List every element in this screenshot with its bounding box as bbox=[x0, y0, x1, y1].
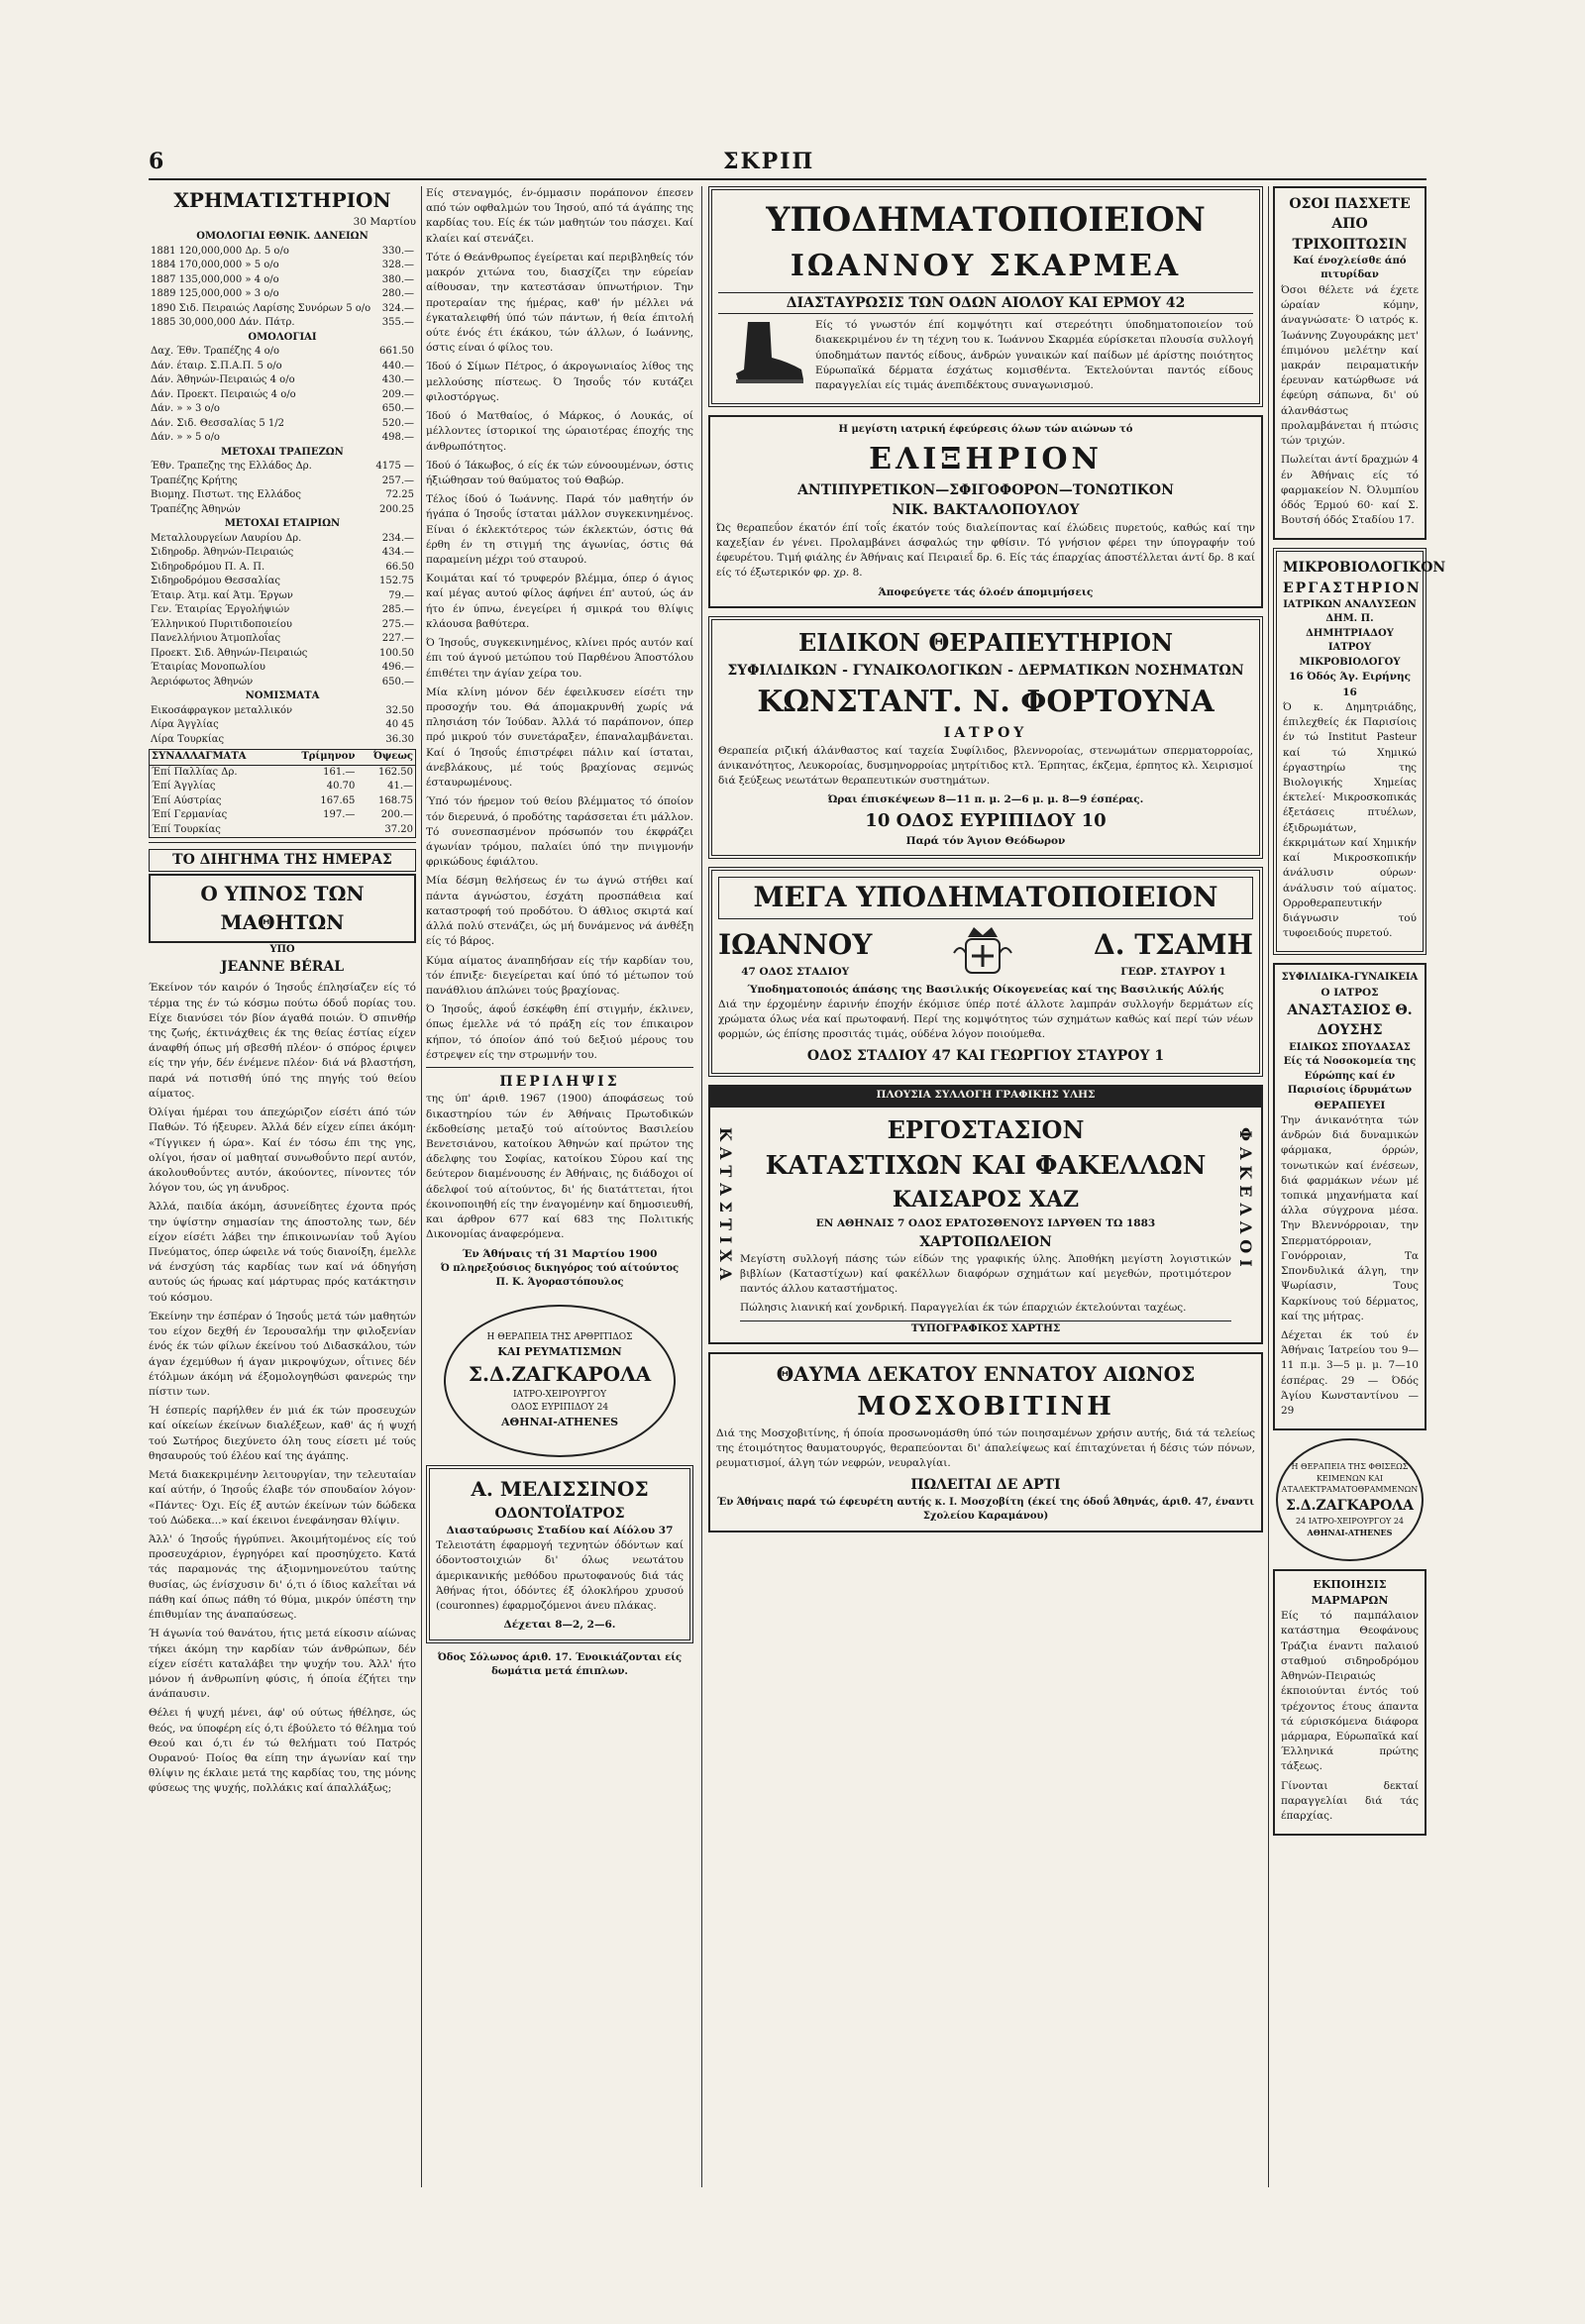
seal-name: Σ.Δ.ΖΑΓΚΑΡΟΛΑ bbox=[1285, 1497, 1414, 1514]
story-paragraph: Ή άγωνία τού θανάτου, ήτις μετά είκοσιν αίώνας τήκει άκόμη την καρδίαν τών άνθρώπων, δέν είχεν είσέτι καταλάβει την ψυχήν του. Άλλ' ήτο μόνον ή άνθρωπίνη φύσις, ή όποία έζήτει την άνάπαυσιν. bbox=[149, 1628, 416, 1701]
table-row: Σιδηροδρόμου Θεσσαλίας 152.75 bbox=[151, 576, 414, 587]
lab-text: Ό κ. Δημητριάδης, έπιλεχθείς έκ Παρισίοις έν τώ Institut Pasteur καί τώ Χημικώ έργαστηρίω της Βιολογικής Χημείας έκτελεί· Μικροσκοπικάς έξετάσεις πτυέλων, έξιδρωμάτων, έκκριμάτων καί Χημικήν καί Μικροσκοπικήν άνάλυσιν ούρων· άνάλυσιν τού αίματος. Ορροθεραπευτικήν διάγνωσιν τού τυφοειδούς πυρετού. bbox=[1283, 700, 1417, 940]
table-row: Τραπέζης Άθηνών 200.25 bbox=[151, 503, 414, 515]
table-row: Γεν. Έταιρίας Έργολήψιών 285.— bbox=[151, 604, 414, 616]
page-header bbox=[149, 149, 1426, 180]
table-row: 1884 170,000,000 » 5 ο/ο 328.— bbox=[151, 260, 414, 271]
seal-line1: 24 ΙΑΤΡΟ-ΧΕΙΡΟΥΡΓΟΥ 24 bbox=[1295, 1517, 1405, 1527]
story-paragraph: Τέλος ίδού ό Ίωάννης. Παρά τόν μαθητήν όν ήγάπα ό Ίησοΰς ίσταται μάλλον συγκεκινημένος. Είναι ό έκλεκτότερος τών έκλεκτών, όστις θά έρθη έν τη στιγμή της άγωνίας, όστις θά παραμείνη μέχρι τού σταυρού. bbox=[426, 493, 693, 567]
lab-role: ΙΑΤΡΟΥ ΜΙΚΡΟΒΙΟΛΟΓΟΥ bbox=[1299, 642, 1401, 668]
story-paragraph: Μία κλίνη μόνον δέν έφειλκυσεν είσέτι την προσοχήν του. Θά άπομακρυνθή χωρίς νά πλησιάση τόν Ίούδαν. Άλλά τό παράπονον, όπερ πρό μικρού τόν συνετάραξεν, έπαναλαμβάνεται. Καί ό Ίησοΰς έπιστρέφει πάλιν καί ίσταται, άνεβλάκους, μέ τούς βραχίονας σεμνώς έσταυρωμένους. bbox=[426, 686, 693, 790]
story-paragraph: Είς στεναγμός, έν-όμμασιν ποράπονον έπεσεν από τών οφθαλμών του Ίησού, από τά άγάπης της καρδίας του. Είς έκ τών μαθητών του πάσχει. Καί κλαίει καί στενάζει. bbox=[426, 187, 693, 245]
story-paragraph: Τότε ό Θεάνθρωπος έγείρεται καί περιβληθείς τόν μακρόν χιτώνα του, διασχίζει την εύρείαν αίθουσαν, την κατεστάσαν ύπνωτήριον. Την προτεραίαν της ήμέρας, καθ' ήν μέλλει νά έγκαταλειφθή ύπό τών πάντων, ή θεία έπιτολή ούτε ένός έτι έκάκου, τών άλλων, ό Ιωάννης, όστις είναι ό φίλος του. bbox=[426, 251, 693, 355]
elixir-kicker: Η μεγίστη ιατρική έφεύρεσις όλων τών αιώνων τό bbox=[838, 424, 1133, 436]
lab-doctor: ΔΗΜ. Π. ΔΗΜΗΤΡΙΑΔΟΥ bbox=[1306, 613, 1394, 639]
paper-title1: ΕΡΓΟΣΤΑΣΙΟΝ bbox=[887, 1114, 1085, 1144]
ad-marble bbox=[1273, 1569, 1426, 1836]
story-paragraph: Ύπό τόν ήρεμον τού θείου βλέμματος τό όποίον τόν διερευνά, ό προδότης ταράσσεται έτι μάλλον. Τό συνεσπασμένον πρόσωπόν του έκφράζει άγωνίαν τρόμου, παλαίει ύπό την πνιγμονήν φρικώδους έφιάλτου. bbox=[426, 795, 693, 869]
story-paragraph: Κοιμάται καί τό τρυφερόν βλέμμα, όπερ ό άγιος καί μέγας αυτού φίλος άφήνει έπ' αυτού, ώς άν ήτο έν ύπνω, ένεγείρει ή σμικρά του θλίψις κλάουσα βαθύτερα. bbox=[426, 573, 693, 630]
shoes1-owner: ΙΩΑΝΝΟΥ ΣΚΑΡΜΕΑ bbox=[790, 249, 1182, 284]
doctor-place: Είς τά Νοσοκομεία της Εύρώπης καί έν Παρισίοις ίδρυμάτων bbox=[1283, 1056, 1417, 1097]
table-row: Δάν. Άθηνών-Πειραιώς 4 ο/ο 430.— bbox=[151, 374, 414, 386]
hair-price: Πωλείται άντί δραχμών 4 έν Άθήναις είς τό φαρμακείον Ν. Όλυμπίου όδός Έρμού 60· καί Σ. Βουτσή όδός Σταδίου 17. bbox=[1281, 454, 1419, 527]
doctor-role: Ο ΙΑΤΡΟΣ bbox=[1321, 986, 1379, 999]
lab-title1: ΜΙΚΡΟΒΙΟΛΟΓΙΚΟΝ bbox=[1283, 560, 1446, 577]
story-paragraph: Άλλά, παιδία άκόμη, άσυνείδητες έχοντα πρός την ύψίστην σημασίαν της άποστολης των, δέν είχον είσέτι λάβει την έπικοινωνίαν τοΰ Άγίου Πνεύματος, όπερ ώφειλε νά τούς διανοίξη, έμελλε νά ένσχύση τάς καρδίας των καί νά όδηγήση αυτούς ώς ήρωας καί μάρτυρας πρός κατάκτησιν τού κόσμου. bbox=[149, 1201, 416, 1304]
column-small-ads bbox=[1273, 186, 1446, 2207]
coins-heading: ΝΟΜΙΣΜΑΤΑ bbox=[245, 690, 320, 702]
paper-address: ΕΝ ΑΘΗΝΑΙΣ 7 ΟΔΟΣ ΕΡΑΤΟΣΘΕΝΟΥΣ ΙΔΡΥΘΕΝ ΤΩ 1883 bbox=[815, 1217, 1156, 1230]
story-paragraph: Θέλει ή ψυχή μένει, άφ' ού ούτως ήθέλησε, ώς θεός, να ύποφέρη είς ό,τι έβούλετο τό θέλημα τού Θεού και ό,τι έν τώ θελήματι τού Πατρός Ουρανού· Ποίος θα είπη την άγωνίαν καί την θλίψιν ης έκλαιε μετά της καρδίας του, της μόνης φύσεως της ψυχής, πολλάκις καί άπαλλάξως; bbox=[149, 1707, 416, 1795]
ad-shoes-skarmea bbox=[708, 186, 1263, 407]
paper-title2: ΚΑΤΑΣΤΙΧΩΝ ΚΑΙ ΦΑΚΕΛΛΩΝ bbox=[765, 1150, 1207, 1181]
moscho-banner: ΠΩΛΕΙΤΑΙ ΔΕ ΑΡΤΙ bbox=[910, 1477, 1061, 1494]
clinic-role: ΙΑΤΡΟΥ bbox=[943, 725, 1028, 742]
table-row: Δάν. Προεκτ. Πειραιώς 4 ο/ο 209.— bbox=[151, 388, 414, 400]
table-row: Δάν. Σιδ. Θεσσαλίας 5 1/2 520.— bbox=[151, 417, 414, 429]
masthead: ΣΚΡΙΠ bbox=[723, 149, 815, 174]
doctor-address: Δέχεται έκ τού έν Άθήναις Ίατρείου του 9—11 π.μ. 3—5 μ. μ. 7—10 έσπέρας. 29 — Όδός Άγίου Κωνσταντίνου — 29 bbox=[1281, 1329, 1419, 1418]
table-row: 1885 30,000,000 Δάν. Πάτρ. 355.— bbox=[151, 317, 414, 329]
dentist-title: ΟΔΟΝΤΟΪΑΤΡΟΣ bbox=[494, 1505, 625, 1522]
paper-bottom: ΤΥΠΟΓΡΑΦΙΚΟΣ ΧΑΡΤΗΣ bbox=[740, 1320, 1231, 1336]
dentist-text: Τελειοτάτη έφαρμογή τεχνητών όδόντων καί όδοντοστοιχιών δι' όλως νεωτάτου άμερικανικής μεθόδου πρωτοφανούς διά τάς Άθήνας ήτοι, όδόντες έξ όλοκλήρου χρυσού (couronnes) έφαρμοζόμενοι άνευ πλάκας. bbox=[436, 1539, 684, 1613]
clinic-hours: Ώραι έπισκέψεων 8—11 π. μ. 2—6 μ. μ. 8—9 έσπέρας. bbox=[827, 793, 1144, 806]
table-row: 1890 Σιδ. Πειραιώς Λαρίσης Συνόρων 5 ο/ο 324.— bbox=[151, 302, 414, 314]
banks-table bbox=[149, 460, 416, 517]
column-story-continued bbox=[426, 186, 693, 2207]
table-row: Έλληνικού Πυριτιδοποιείου 275.— bbox=[151, 618, 414, 630]
table-row: Έπί Αύστρίας 167.65 168.75 bbox=[152, 794, 413, 806]
table-row: Έταιρ. Άτμ. καί Άτμ. Έργων 79.— bbox=[151, 589, 414, 601]
dentist-name: Α. ΜΕΛΙΣΣΙΝΟΣ bbox=[471, 1476, 649, 1501]
table-row: Λίρα Άγγλίας 40 45 bbox=[151, 719, 414, 731]
table-row: Άεριόφωτος Άθηνών 650.— bbox=[151, 676, 414, 687]
market-date: 30 Μαρτίου bbox=[353, 216, 416, 228]
paper-banner: ΠΛΟΥΣΙΑ ΣΥΛΛΟΓΗ ΓΡΑΦΙΚΗΣ ΥΛΗΣ bbox=[708, 1085, 1263, 1106]
paper-retail: Πώλησις λιανική καί χονδρική. Παραγγελίαι έκ τών έπαρχιών έκτελούνται ταχέως. bbox=[740, 1302, 1187, 1315]
table-row: Μεταλλουργείων Λαυρίου Δρ. 234.— bbox=[151, 532, 414, 544]
story-author: JEANNE BÉRAL bbox=[220, 959, 345, 976]
ad-hair-loss bbox=[1273, 186, 1426, 540]
moscho-title: ΘΑΥΜΑ ΔΕΚΑΤΟΥ ΕΝΝΑΤΟΥ ΑΙΩΝΟΣ bbox=[776, 1361, 1196, 1386]
pharmacy-seal-phthisis bbox=[1276, 1438, 1424, 1561]
shoes2-footer: ΟΔΟΣ ΣΤΑΔΙΟΥ 47 ΚΑΙ ΓΕΩΡΓΙΟΥ ΣΤΑΥΡΟΥ 1 bbox=[806, 1048, 1165, 1065]
table-row: Έπί Άγγλίας 40.70 41.— bbox=[152, 781, 413, 792]
table-row: 1881 120,000,000 Δρ. 5 ο/ο 330.— bbox=[151, 245, 414, 257]
table-row: Σιδηροδρόμου Π. Α. Π. 66.50 bbox=[151, 561, 414, 573]
table-row: Δάν. έταιρ. Σ.Π.Α.Π. 5 ο/ο 440.— bbox=[151, 360, 414, 371]
hair-title2: ΑΠΟ ΤΡΙΧΟΠΤΩΣΙΝ bbox=[1292, 216, 1408, 253]
page-number: 6 bbox=[149, 149, 164, 174]
elixir-text: Ώς θεραπεΰον έκατόν έπί τοΐς έκατόν τούς διαλείποντας καί έλώδεις πυρετούς, καθώς καί την καχεξίαν έν γένει. Προλαμβάνει άσφαλώς την φθίσιν. Τό γνήσιον φέρει την ύπογραφήν τού έφευρέτου. Τιμή φιάλης έν Άθήναις καί Πειραιεΐ δρ. 6. Είς τάς έπαρχίας άποστέλλεται άντί δρ. 8 καί είς τό έξωτερικόν φρ. χρ. 8. bbox=[716, 521, 1255, 580]
doctor-treats: ΘΕΡΑΠΕΥΕΙ bbox=[1314, 1099, 1386, 1111]
doctor-name: ΑΝΑΣΤΑΣΙΟΣ Θ. ΔΟΥΣΗΣ bbox=[1287, 1003, 1413, 1039]
table-row: Δαχ. Έθν. Τραπέζης 4 ο/ο 661.50 bbox=[151, 346, 414, 358]
ad-lab bbox=[1273, 548, 1446, 955]
hair-title1: ΟΣΟΙ ΠΑΣΧΕΤΕ bbox=[1289, 196, 1411, 212]
doctor-text: Την άνικανότητα τών άνδρών διά δυναμικών φάρμακα, όρρών, τονωτικών καί ένέσεων, διά φαρμάκων νέων μέ τοπικά μηχανήματα καί άλλα σύγχρονα μέσα. Την Βλεννόρροιαν, την Σπερματόρροιαν, Γονόρροιαν, Τα Σπονδυλικά άλγη, την Ψωρίασιν, Τους Καρκίνους τού δέρματος, καί της μήτρας. bbox=[1281, 1113, 1419, 1322]
coins-table bbox=[149, 704, 416, 748]
seal-ring-mid: ΚΑΙ ΡΕΥΜΑΤΙΣΜΩΝ bbox=[497, 1344, 622, 1358]
shoes2-address-left: 47 ΟΔΟΣ ΣΤΑΔΙΟΥ bbox=[741, 966, 850, 979]
story-paragraph: Ή έσπερίς παρήλθεν έν μιά έκ τών προσευχών καί οίκείων έκείνων διαλέξεων, καθ' άς ή ψυχή τού Σωτήρος διεχύνετο όλη τους είσετι μέ τούς θησαυρούς τού έλέου καί της άγάπης. bbox=[149, 1405, 416, 1462]
loans-table bbox=[149, 245, 416, 331]
ad-shoes-tsami bbox=[708, 867, 1263, 1077]
clinic-sub: ΣΥΦΙΛΙΔΙΚΩΝ - ΓΥΝΑΙΚΟΛΟΓΙΚΩΝ - ΔΕΡΜΑΤΙΚΩΝ ΝΟΣΗΜΑΤΩΝ bbox=[727, 662, 1244, 679]
story-paragraph: Έκείνην την έσπέραν ό Ίησοΰς μετά τών μαθητών του είχον δεχθή έν Ίερουσαλήμ την φιλοξενίαν ένός έκ τών φίλων έκείνου τού Διδασκάλου, τών άγαν έχεμύθων ή άγαν μικροψύχων, οΐτινες δέν έτόλμων άκόμη νά έξομολογηθώσι φανερώς την πίστιν των. bbox=[149, 1310, 416, 1398]
table-row: Σιδηροδρ. Άθηνών-Πειραιώς 434.— bbox=[151, 547, 414, 559]
story-paragraph: Ίδού ό Σίμων Πέτρος, ό άκρογωνιαίος λίθος της μελλούσης πίστεως. Ό Ίησοΰς τόν κυτάζει φιλοστόργως. bbox=[426, 361, 693, 403]
table-row: Τραπέζης Κρήτης 257.— bbox=[151, 475, 414, 486]
ad-elixir bbox=[708, 415, 1263, 608]
clinic-address: 10 ΟΔΟΣ ΕΥΡΙΠΙΔΟΥ 10 bbox=[865, 809, 1107, 831]
story-paragraph: Έκείνον τόν καιρόν ό Ίησοΰς έπλησίαζεν είς τό τέρμα της έν τώ κόσμω πούτω όδοΰ πορίας του. Είχε διανύσει τόν βίον άγαθά ποιών. Ό σπινθήρ της ζωής, έκτινάχθεις έκ της θείας έστίας είχεν άναφθή όπως μή σβεσθή πλέον· ό σπόρος έριψεν είς την γήν, δέν ένέμενε πλέον· διά νά βλαστήση, παρά νά ποτισθή ύπό της πηγής τού θείου αίματος. bbox=[149, 982, 416, 1100]
ad-paper bbox=[708, 1106, 1263, 1344]
elixir-maker: ΝΙΚ. ΒΑΚΤΑΛΟΠΟΥΛΟΥ bbox=[892, 502, 1080, 519]
seal-ring-top: Η ΘΕΡΑΠΕΙΑ ΤΗΣ ΦΘΙΣΕΩΣ bbox=[1291, 1462, 1409, 1472]
fx-table bbox=[149, 749, 416, 838]
table-header: ΣΥΝΑΛΛΑΓΜΑΤΑ Τρίμηνον Όψεως bbox=[150, 750, 416, 766]
market-title: ΧΡΗΜΑΤΙΣΤΗΡΙΟΝ bbox=[173, 188, 391, 212]
story-by: ΥΠΟ bbox=[269, 943, 295, 955]
hair-text: Όσοι θέλετε νά έχετε ώραίαν κόμην, άναγνώσατε· Ό ιατρός κ. Ίωάννης Ζυγουράκης μετ' έπιμόνου μελέτην καί μακράν πειραματικήν έρευναν κατώρθωσε νά έφεύρη σάπωνα, δι' ού άλανθάστως προλαμβάνεται ή πτώσις τών τριχών. bbox=[1281, 283, 1419, 448]
seal-line1: ΙΑΤΡΟ-ΧΕΙΡΟΥΡΓΟΥ bbox=[512, 1389, 607, 1400]
seal-ring-top: Η ΘΕΡΑΠΕΙΑ ΤΗΣ ΑΡΘΡΙΤΙΔΟΣ bbox=[486, 1331, 633, 1342]
royal-crest-icon bbox=[948, 923, 1017, 983]
lab-address: 16 Όδός Άγ. Ειρήνης 16 bbox=[1288, 671, 1412, 698]
table-row: Δάν. » » 5 ο/ο 498.— bbox=[151, 432, 414, 444]
shoes2-address-right: ΓΕΩΡ. ΣΤΑΥΡΟΥ 1 bbox=[1120, 966, 1226, 979]
lab-title3: ΙΑΤΡΙΚΩΝ ΑΝΑΛΥΣΕΩΝ bbox=[1283, 598, 1417, 610]
notice-title: ΠΕΡΙΛΗΨΙΣ bbox=[499, 1074, 620, 1091]
bonds-table bbox=[149, 345, 416, 446]
story-paragraph: Κύμα αίματος άναπηδήσαν είς τήν καρδίαν του, τόν έπνιξε· διεγείρεται καί ύπό τό μέτωπον τού πανάθλιου άπλώνει τούς βραχίονας. bbox=[426, 954, 693, 997]
shoes2-owner-right: Δ. ΤΣΑΜΗ bbox=[1093, 927, 1253, 961]
loans-heading: ΟΜΟΛΟΓΙΑΙ ΕΘΝΙΚ. ΔΑΝΕΙΩΝ bbox=[196, 231, 369, 243]
doctor-kicker: ΣΥΦΙΛΙΔΙΚΑ-ΓΥΝΑΙΚΕΙΑ bbox=[1281, 972, 1419, 984]
ad-moschovitini bbox=[708, 1352, 1263, 1532]
elixir-footer: Άποφεύγετε τάς όλοέν άπομιμήσεις bbox=[878, 585, 1094, 598]
table-row: 1887 135,000,000 » 4 ο/ο 380.— bbox=[151, 273, 414, 285]
banks-heading: ΜΕΤΟΧΑΙ ΤΡΑΠΕΖΩΝ bbox=[221, 446, 344, 458]
moscho-name: ΜΟΣΧΟΒΙΤΙΝΗ bbox=[857, 1391, 1114, 1422]
seal-ring-mid: ΚΕΙΜΕΝΩΝ ΚΑΙ ΑΤΑΛΕΚΤΡΑΜΑΤΟΘΡΑΜΜΕΝΩΝ bbox=[1281, 1473, 1419, 1495]
story-paragraph: Ίδού ό Ίάκωβος, ό είς έκ τών εύνοουμένων, όστις ήξιώθησαν τού θαύματος τού Θαβώρ. bbox=[426, 459, 693, 486]
marble-title: ΕΚΠΟΙΗΣΙΣ ΜΑΡΜΑΡΩΝ bbox=[1311, 1578, 1389, 1608]
table-row: Έταιρίας Μονοπωλίου 496.— bbox=[151, 662, 414, 674]
clinic-title: ΕΙΔΙΚΟΝ ΘΕΡΑΠΕΥΤΗΡΙΟΝ bbox=[797, 627, 1174, 657]
notice-signer-name: Π. Κ. Άγοραστόπουλος bbox=[495, 1277, 624, 1289]
table-row: Έπί Τουρκίας 37.20 bbox=[152, 823, 413, 835]
boot-icon bbox=[718, 318, 807, 387]
story-kicker: ΤΟ ΔΙΗΓΗΜΑ ΤΗΣ ΗΜΕΡΑΣ bbox=[149, 849, 416, 871]
column-market-story bbox=[149, 186, 416, 2207]
hair-sub: Καί ένοχλείσθε άπό πιτυρίδαν bbox=[1293, 255, 1407, 281]
rooms-footer: Όδος Σόλωνος άριθ. 17. Ένοικιάζονται είς δωμάτια μετά έπιπλων. bbox=[437, 1651, 683, 1678]
table-row: Εικοσάφραγκον μεταλλικόν 32.50 bbox=[151, 704, 414, 716]
seal-city: ΑΘΗΝΑΙ-ATHENES bbox=[500, 1415, 619, 1428]
elixir-title: ΕΛΙΞΗΡΙΟΝ bbox=[869, 441, 1103, 476]
table-row: Λίρα Τουρκίας 36.30 bbox=[151, 733, 414, 745]
shoes2-text: Διά την έρχομένην έαρινήν έποχήν έκόμισε ύπέρ ποτέ άλλοτε λαμπράν συλλογήν δερμάτων είς χρώματα όλως νέα καί πρωτοφανή. Περί της κομψότητος τών σχημάτων καθώς καί περί τών νέων φορμών, ώς έπίσης προσιτάς τιμάς, ούδένα λόγον ποιούμεθα. bbox=[718, 998, 1253, 1041]
paper-text: Μεγίστη συλλογή πάσης τών είδών της γραφικής ύλης. Άποθήκη μεγίστη λογιστικών βιβλίων (Καταστίχων) καί φακέλλων διαφόρων σχημάτων καί μεγεθών, προτιμότερον παντός άλλου καταστήματος. bbox=[740, 1252, 1231, 1296]
notice-text: της ύπ' άριθ. 1967 (1900) άποφάσεως τού δικαστηρίου τών έν Άθήναις Πρωτοδικών έκδοθείσης μεταξύ τού αίτούντος Βασιλείου Βενετσιάνου, κατοίκου Άθηνών καί πρώτον της άδελφης του Σοφίας, κατοίκου Σύρου καί της δεύτερον διαμένουσης έν Άθήναις, ης διάδοχοι οί άδελφοί τού αίτούντος, δι' ής διατάττεται, ήτοι έκοινοποιηθή είς την έναγομένην καί δημοσιευθή, και άρθρον 677 καί 683 της Πολιτικής Δικονομίας άναφερόμενα. bbox=[426, 1093, 693, 1241]
shoes1-text: Είς τό γνωστόν έπί κομψότητι καί στερεότητι ύποδηματοποιείον τού διακεκριμένου έν τη τέχνη του κ. Ίωάννου Σκαρμέα εύρίσκεται πλουσία συλλογή ύποδημάτων παντός είδους, άνδρών γυναικών καί παίδων μέ άρίστης ποιότητος Εύρωπαϊκά δέρματα έσχάτως κομισθέντα. Έκτελούνται παντός είδους παραγγελίαι είς τιμάς άνεπιδέκτους συναγωνισμού. bbox=[815, 319, 1253, 391]
table-row: Προεκτ. Σιδ. Άθηνών-Πειραιώς 100.50 bbox=[151, 647, 414, 659]
paper-owner: ΚΑΙΣΑΡΟΣ ΧΑΖ bbox=[892, 1187, 1080, 1214]
story-paragraph: Όλίγαι ήμέραι του άπεχώριζον είσέτι άπό τών Παθών. Τό ήξευρεν. Άλλά δέν είχεν είπει άκόμη· «Τίγγικεν ή ώρα». Καί έν τόσω έπι της γης, ολίγοι, ήσαν οί μαθηταί συνωθοΰντο περί αυτόν, άκολουθοΰντες αυτόν, άκούοντες, πίνοντες τόν λόγον του, ώς γη άνυδρος. bbox=[149, 1107, 416, 1195]
pharmacy-seal-arthritis bbox=[444, 1305, 676, 1457]
story-paragraph: Ό Ίησοΰς, συγκεκινημένος, κλίνει πρός αυτόν καί έπι τού άγνού μετώπου τού Παρθένου Άποστόλου έπιθέτει την άγίαν χείρα του. bbox=[426, 637, 693, 680]
story-paragraph: Μία δέσμη θελήσεως έν τω άγνώ στήθει καί πάντα άγνώστου, έσχάτη προσπάθεια καί καταστροφή τού προδότου. Ό άθλιος σκιρτά καί άλλά πολύ στενάζει, ώς μή δυνάμενος νά άνθέξη είς τό βάρος. bbox=[426, 875, 693, 948]
moscho-where: Έν Άθήναις παρά τώ έφευρέτη αυτής κ. Ι. Μοσχοβίτη (έκεί της όδοΰ Άθηνάς, άριθ. 47, έναντι Σχολείου Καραμάνου) bbox=[716, 1496, 1255, 1523]
story-paragraph: Ό Ίησοΰς, άφοΰ έσκέφθη έπί στιγμήν, έκλινεν, όπως έμελλε νά τό πράξη είς τον έπικαιρον κήπον, τό όποίον άπό τού δεξιού μέρους του έστρεψεν είς την στρωμνήν του. bbox=[426, 1004, 693, 1061]
clinic-text: Θεραπεία ριζική άλάνθαστος καί ταχεία Συφίλιδος, βλεννοροίας, στενωμάτων σπερματορροίας, άνικανότητος, Λευκοροίας, δυσμηνορροίας μητρίτιδος κτλ. Έρπητας, έκζεμα, έρπητος κλ. Χειρισμοί διά ξεύξεως νεωτάτων θεραπευτικών συστημάτων. bbox=[718, 744, 1253, 788]
story-title: Ο ΥΠΝΟΣ ΤΩΝ ΜΑΘΗΤΩΝ bbox=[149, 874, 416, 943]
bonds-heading: ΟΜΟΛΟΓΙΑΙ bbox=[248, 331, 317, 343]
companies-heading: ΜΕΤΟΧΑΙ ΕΤΑΙΡΙΩΝ bbox=[224, 518, 341, 530]
table-row: 1889 125,000,000 » 3 ο/ο 280.— bbox=[151, 288, 414, 300]
shoes2-owner-left: ΙΩΑΝΝΟΥ bbox=[718, 927, 873, 961]
dentist-hours: Δέχεται 8—2, 2—6. bbox=[503, 1619, 616, 1632]
paper-side-right: ΦΑΚΕΛΛΟΙ bbox=[1236, 1126, 1255, 1273]
paper-sub: ΧΑΡΤΟΠΩΛΕΙΟΝ bbox=[919, 1233, 1052, 1250]
marble-text: Είς τό παμπάλαιον κατάστημα Θεοφάνους Τράζια έναντι παλαιού σταθμού σιδηροδρόμου Άθηνών-Πειραιώς έκποιούνται έντός τού τρέχοντος έτους άπαντα τά εύρισκόμενα διάφορα μάρμαρα, Εύρωπαϊκά καί Έλληνικά πρώτης τάξεως. bbox=[1281, 1610, 1419, 1773]
ad-doctor-dousis bbox=[1273, 963, 1426, 1430]
moscho-text: Διά της Μοσχοβιτίνης, ή όποία προσωνομάσθη ύπό τών ποιησαμένων χρήσιν αυτής, διά τά τελείως της έτοιμότητος θαυματουργός, θεραπεύονται δι' άπαλείψεως καί έπιταχύνεται ή δέσις τών πόνων, ρευματισμοί, άλγη τών νεφρών, νευραλγίαι. bbox=[716, 1426, 1255, 1470]
shoes2-royal: Ύποδηματοποιός άπάσης της Βασιλικής Οίκογενείας καί της Βασιλικής Αύλής bbox=[747, 983, 1224, 996]
story-paragraph: Μετά διακεκριμένην λειτουργίαν, την τελευταίαν καί αύτήν, ό Ίησοΰς έλαβε τόν σπουδαίον λόγον· «Πάντες· Όχι. Είς έξ αυτών έκείνων τών δώδεκα τού Δώδεκα...» καί έκεινοι ένεφάνησαν θλίψιν. bbox=[149, 1469, 416, 1527]
story-paragraph: Άλλ' ό Ίησοΰς ήγρύπνει. Άκοιμήτομένος είς τού προσευχάριον, έγρηγόρει καί προσηύχετο. Κατά τάς παραμονάς της άξιομνημονεύτου ταύτης θυσίας, ώς ένίσχυσιν δι' ό,τι ό ίδιος καλεΐται νά πάθη καί όπως πάθη τό θύμα, μικρόν ύπέστη την έπιθυμίαν της άναπαύσεως. bbox=[149, 1532, 416, 1622]
paper-side-left: ΚΑΤΑΣΤΙΧΑ bbox=[716, 1126, 736, 1287]
clinic-doctor: ΚΩΝΣΤΑΝΤ. Ν. ΦΟΡΤΟΥΝΑ bbox=[757, 684, 1215, 719]
table-row: Δάν. » » 3 ο/ο 650.— bbox=[151, 403, 414, 415]
story-paragraph: Ίδού ό Ματθαίος, ό Μάρκος, ό Λουκάς, οί μέλλοντες ίστορικοί της ώραιοτέρας έποχής της άνθρωπότητος. bbox=[426, 410, 693, 453]
clinic-near: Παρά τόν Άγιον Θεόδωρον bbox=[905, 834, 1066, 847]
ad-clinic bbox=[708, 616, 1263, 859]
lab-title2: ΕΡΓΑΣΤΗΡΙΟΝ bbox=[1283, 580, 1422, 596]
dentist-address: Διασταύρωσις Σταδίου καί Αίόλου 37 bbox=[446, 1525, 674, 1537]
elixir-sub: ΑΝΤΙΠΥΡΕΤΙΚΟΝ—ΣΦΙΓΟΦΟΡΟΝ—ΤΟΝΩΤΙΚΟΝ bbox=[797, 482, 1174, 499]
seal-city: ΑΘΗΝΑΙ-ATHENES bbox=[1307, 1527, 1393, 1537]
seal-line2: ΟΔΟΣ ΕΥΡΙΠΙΔΟΥ 24 bbox=[510, 1402, 609, 1413]
shoes2-title: ΜΕΓΑ ΥΠΟΔΗΜΑΤΟΠΟΙΕΙΟΝ bbox=[718, 877, 1253, 919]
column-large-ads bbox=[708, 186, 1263, 2207]
ad-dentist bbox=[426, 1465, 693, 1643]
table-row: Έπί Παλλίας Δρ. 161.— 162.50 bbox=[152, 766, 413, 778]
table-row: Έπί Γερμανίας 197.— 200.— bbox=[152, 809, 413, 821]
shoes1-address: ΔΙΑΣΤΑΥΡΩΣΙΣ ΤΩΝ ΟΔΩΝ ΑΙΟΛΟΥ ΚΑΙ ΕΡΜΟΥ 42 bbox=[718, 292, 1253, 314]
table-row: Βιομηχ. Πιστωτ. της Ελλάδος 72.25 bbox=[151, 489, 414, 501]
doctor-sub: ΕΙΔΙΚΩΣ ΣΠΟΥΔΑΣΑΣ bbox=[1289, 1041, 1411, 1053]
table-row: Έθν. Τραπεζης της Ελλάδος Δρ. 4175 — bbox=[151, 461, 414, 473]
shoes1-title: ΥΠΟΔΗΜΑΤΟΠΟΙΕΙΟΝ bbox=[766, 200, 1206, 240]
seal-name: Σ.Δ.ΖΑΓΚΑΡΟΛΑ bbox=[468, 1361, 652, 1386]
companies-table bbox=[149, 532, 416, 690]
notice-date: Έν Άθήναις τή 31 Μαρτίου 1900 bbox=[462, 1247, 658, 1260]
marble-footer: Γίνονται δεκταί παραγγελίαι διά τάς έπαρχίας. bbox=[1281, 1779, 1419, 1823]
table-row: Πανελλήνιου Άτμοπλοΐας 227.— bbox=[151, 633, 414, 645]
notice-signer: Ό πληρεξούσιος δικηγόρος τού αίτούντος bbox=[440, 1262, 680, 1274]
